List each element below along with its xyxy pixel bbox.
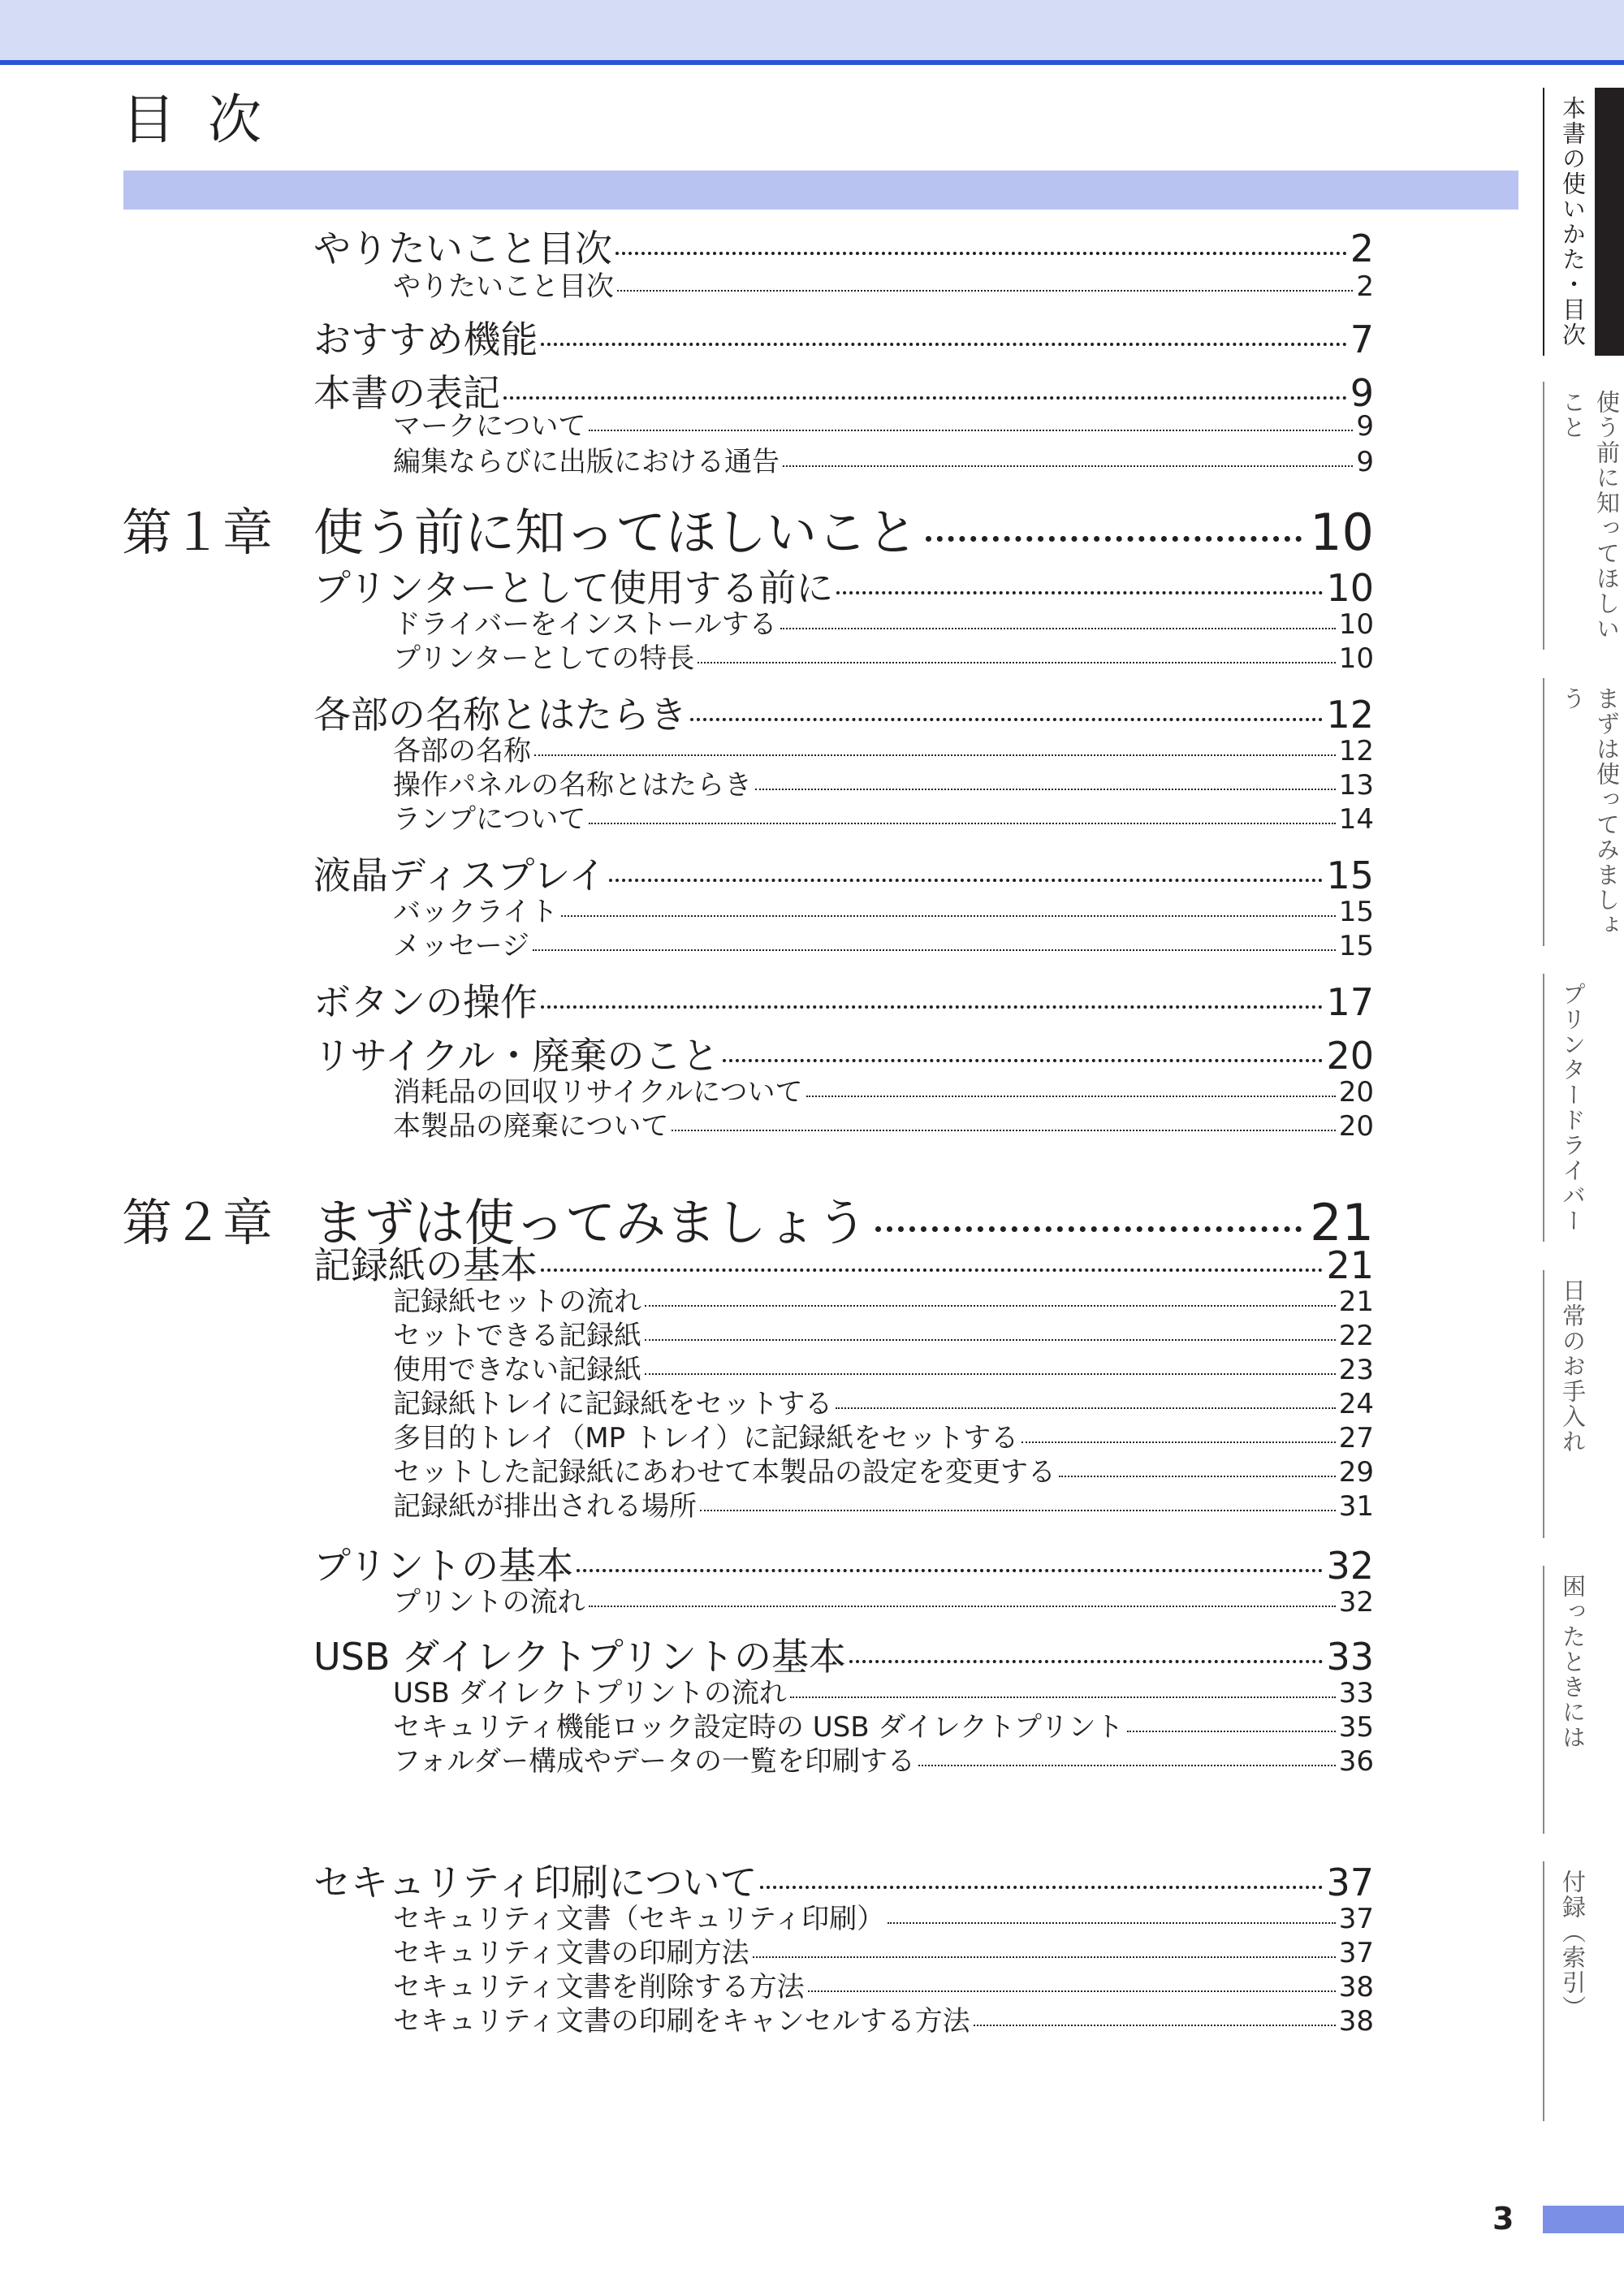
subsection-entry[interactable] (393, 642, 1374, 676)
subsection-page: 36 (1338, 1745, 1374, 1778)
subsection-entry[interactable] (393, 1676, 1374, 1710)
subsection-entry[interactable] (393, 1489, 1374, 1524)
section-page: 32 (1326, 1544, 1374, 1588)
section-entry[interactable] (313, 226, 1374, 271)
side-tab-label: プリンタードライバー (1559, 982, 1587, 1234)
subsection-page: 22 (1338, 1320, 1374, 1352)
subsection-title: USB ダイレクトプリントの流れ (393, 1677, 787, 1709)
chapter-page: 21 (1310, 1193, 1374, 1252)
subsection-title: メッセージ (393, 930, 529, 962)
subsection-entry[interactable] (393, 768, 1374, 802)
subsection-page: 29 (1338, 1456, 1374, 1489)
section-page: 33 (1326, 1635, 1374, 1679)
subsection-page: 10 (1338, 642, 1374, 675)
section-page: 37 (1326, 1861, 1374, 1904)
subsection-title: 使用できない記録紙 (393, 1354, 641, 1386)
dot-leader (790, 1696, 1336, 1698)
subsection-entry[interactable] (393, 1936, 1374, 1970)
section-title: プリントの基本 (313, 1544, 574, 1588)
subsection-entry[interactable] (393, 895, 1374, 929)
subsection-title: 記録紙が排出される場所 (393, 1490, 697, 1523)
subsection-page: 37 (1338, 1937, 1374, 1969)
section-page: 12 (1326, 693, 1374, 737)
dot-leader (577, 1569, 1323, 1572)
dot-leader (753, 1956, 1336, 1958)
section-title: USB ダイレクトプリントの基本 (313, 1635, 846, 1679)
subsection-entry[interactable] (393, 1075, 1374, 1109)
subsection-page: 37 (1338, 1903, 1374, 1935)
dot-leader (645, 1305, 1336, 1307)
dot-leader (836, 591, 1323, 594)
subsection-entry[interactable] (393, 2004, 1374, 2038)
dot-leader (806, 1096, 1336, 1097)
dot-leader (1021, 1441, 1336, 1443)
subsection-title: マークについて (393, 410, 586, 443)
section-title: やりたいこと目次 (313, 227, 612, 270)
subsection-title: プリンターとしての特長 (393, 642, 695, 675)
dot-leader (672, 1130, 1335, 1131)
section-page: 7 (1350, 318, 1374, 361)
chapter-page: 10 (1310, 503, 1374, 562)
subsection-title: 各部の名称 (393, 735, 531, 767)
subsection-entry[interactable] (393, 1109, 1374, 1143)
section-title: 液晶ディスプレイ (313, 854, 607, 897)
section-title: 各部の名称とはたらき (313, 693, 687, 737)
subsection-page: 13 (1338, 769, 1374, 802)
chapter-title: まずは使ってみましょう (313, 1193, 868, 1252)
subsection-page: 32 (1338, 1586, 1374, 1619)
side-tab[interactable] (1543, 1861, 1624, 2121)
dot-leader (926, 536, 1302, 542)
side-tab[interactable] (1543, 974, 1624, 1242)
subsection-page: 31 (1338, 1490, 1374, 1523)
subsection-title: セキュリティ文書（セキュリティ印刷） (393, 1903, 885, 1935)
subsection-title: バックライト (393, 896, 558, 928)
subsection-page: 10 (1338, 608, 1374, 641)
dot-leader (836, 1407, 1335, 1409)
subsection-title: セキュリティ文書の印刷方法 (393, 1937, 749, 1969)
subsection-page: 9 (1356, 410, 1374, 443)
section-page: 17 (1326, 980, 1374, 1024)
dot-leader (541, 343, 1346, 346)
subsection-entry[interactable] (393, 929, 1374, 963)
subsection-entry[interactable] (393, 1387, 1374, 1421)
subsection-entry[interactable] (393, 1585, 1374, 1619)
subsection-title: 多目的トレイ（MP トレイ）に記録紙をセットする (393, 1422, 1019, 1454)
section-page: 2 (1350, 227, 1374, 270)
dot-leader (849, 1660, 1323, 1663)
dot-leader (645, 1373, 1336, 1375)
subsection-page: 23 (1338, 1354, 1374, 1386)
subsection-entry[interactable] (393, 445, 1374, 479)
subsection-entry[interactable] (393, 734, 1374, 768)
section-page: 20 (1326, 1034, 1374, 1078)
dot-leader (589, 1606, 1336, 1607)
subsection-title: セキュリティ文書を削除する方法 (393, 1971, 805, 2003)
subsection-page: 9 (1356, 446, 1374, 478)
subsection-entry[interactable] (393, 1319, 1374, 1353)
dot-leader (760, 1886, 1323, 1889)
section-page: 9 (1350, 371, 1374, 415)
section-title: セキュリティ印刷について (313, 1861, 758, 1904)
subsection-entry[interactable] (393, 607, 1374, 642)
section-entry[interactable] (313, 317, 1374, 362)
side-tab-label: 使う前に知ってほしいこと (1559, 390, 1621, 642)
subsection-page: 20 (1338, 1076, 1374, 1109)
dot-leader (918, 1765, 1336, 1766)
dot-leader (1059, 1476, 1336, 1477)
dot-leader (615, 252, 1347, 255)
subsection-page: 15 (1338, 896, 1374, 928)
dot-leader (690, 718, 1323, 721)
side-tab-label: 本書の使いかた・目次 (1559, 96, 1587, 348)
side-tab[interactable] (1543, 678, 1624, 946)
subsection-title: セットした記録紙にあわせて本製品の設定を変更する (393, 1456, 1056, 1489)
side-tab[interactable] (1543, 382, 1624, 650)
side-tab-label: 日常のお手入れ (1559, 1278, 1587, 1454)
subsection-page: 38 (1338, 1971, 1374, 2003)
subsection-title: セキュリティ文書の印刷をキャンセルする方法 (393, 2005, 970, 2038)
subsection-title: 記録紙トレイに記録紙をセットする (393, 1388, 833, 1420)
subsection-entry[interactable] (393, 1285, 1374, 1319)
section-entry[interactable] (313, 1634, 1374, 1679)
dot-leader (609, 879, 1323, 882)
subsection-page: 24 (1338, 1388, 1374, 1420)
section-title: プリンターとして使用する前に (313, 566, 834, 610)
subsection-entry[interactable] (393, 1353, 1374, 1387)
dot-leader (783, 465, 1353, 467)
subsection-page: 20 (1338, 1110, 1374, 1143)
dot-leader (503, 396, 1347, 400)
subsection-title: 本製品の廃棄について (393, 1110, 669, 1143)
subsection-page: 27 (1338, 1422, 1374, 1454)
subsection-title: セキュリティ機能ロック設定時の USB ダイレクトプリント (393, 1711, 1124, 1744)
dot-leader (541, 1269, 1323, 1272)
subsection-entry[interactable] (393, 1455, 1374, 1489)
section-title: おすすめ機能 (313, 318, 538, 361)
page-number-tab (1543, 2206, 1624, 2233)
section-page: 10 (1326, 566, 1374, 610)
subsection-page: 2 (1356, 270, 1374, 303)
subsection-title: ドライバーをインストールする (393, 608, 777, 641)
dot-leader (723, 1059, 1324, 1062)
chapter-title: 使う前に知ってほしいこと (313, 503, 918, 562)
side-tab[interactable] (1543, 88, 1624, 356)
page-number: 3 (1492, 2201, 1514, 2237)
subsection-title: 消耗品の回収リサイクルについて (393, 1076, 803, 1109)
dot-leader (589, 823, 1335, 824)
subsection-page: 14 (1338, 803, 1374, 836)
chapter-number: 第２章 (122, 1193, 274, 1252)
side-tab-label: 困ったときには (1559, 1574, 1587, 1750)
section-page: 21 (1326, 1243, 1374, 1287)
dot-leader (561, 915, 1336, 917)
side-tab-label: まずは使ってみましょう (1559, 686, 1621, 938)
subsection-page: 15 (1338, 930, 1374, 962)
dot-leader (533, 949, 1336, 951)
subsection-entry[interactable] (393, 1744, 1374, 1779)
side-tabs (1543, 88, 1624, 2134)
dot-leader (808, 1990, 1336, 1992)
dot-leader (589, 430, 1353, 431)
subsection-title: フォルダー構成やデータの一覧を印刷する (393, 1745, 915, 1778)
subsection-entry[interactable] (393, 1710, 1374, 1744)
side-tab-label: 付録（索引） (1559, 1869, 1587, 2021)
subsection-page: 35 (1338, 1711, 1374, 1744)
section-entry[interactable] (313, 1243, 1374, 1288)
dot-leader (541, 1005, 1323, 1009)
page-title: 目次 (122, 89, 294, 151)
subsection-entry[interactable] (393, 270, 1374, 304)
section-entry[interactable] (313, 979, 1374, 1025)
dot-leader (645, 1339, 1336, 1341)
subsection-title: 記録紙セットの流れ (393, 1286, 641, 1318)
subsection-entry[interactable] (393, 409, 1374, 443)
subsection-entry[interactable] (393, 1421, 1374, 1455)
dot-leader (974, 2025, 1336, 2026)
dot-leader (698, 662, 1335, 663)
subsection-title: ランプについて (393, 803, 586, 836)
section-entry[interactable] (313, 853, 1374, 898)
subsection-entry[interactable] (393, 802, 1374, 836)
section-entry[interactable] (313, 692, 1374, 737)
dot-leader (888, 1922, 1336, 1924)
section-title: 記録紙の基本 (313, 1243, 538, 1287)
dot-leader (755, 789, 1336, 790)
side-tab[interactable] (1543, 1566, 1624, 1834)
section-page: 15 (1326, 854, 1374, 897)
subsection-page: 21 (1338, 1286, 1374, 1318)
dot-leader (534, 754, 1336, 756)
dot-leader (875, 1226, 1302, 1232)
chapter-entry[interactable] (122, 502, 1374, 564)
subsection-entry[interactable] (393, 1970, 1374, 2004)
section-entry[interactable] (313, 1860, 1374, 1905)
chapter-number: 第１章 (122, 503, 274, 562)
dot-leader (1127, 1731, 1336, 1732)
section-title: 本書の表記 (313, 371, 500, 415)
subsection-page: 33 (1338, 1677, 1374, 1709)
subsection-title: プリントの流れ (393, 1586, 585, 1619)
subsection-title: 操作パネルの名称とはたらき (393, 769, 752, 802)
dot-leader (617, 290, 1353, 292)
section-title: ボタンの操作 (313, 980, 538, 1024)
subsection-page: 12 (1338, 735, 1374, 767)
section-entry[interactable] (313, 1543, 1374, 1588)
section-entry[interactable] (313, 565, 1374, 611)
subsection-title: セットできる記録紙 (393, 1320, 641, 1352)
subsection-title: やりたいこと目次 (393, 270, 614, 303)
side-tab[interactable] (1543, 1270, 1624, 1538)
subsection-entry[interactable] (393, 1902, 1374, 1936)
dot-leader (700, 1510, 1336, 1511)
section-title: リサイクル・廃棄のこと (313, 1034, 719, 1078)
subsection-page: 38 (1338, 2005, 1374, 2038)
subsection-title: 編集ならびに出版における通告 (393, 446, 780, 478)
section-entry[interactable] (313, 1033, 1374, 1078)
dot-leader (780, 628, 1336, 629)
